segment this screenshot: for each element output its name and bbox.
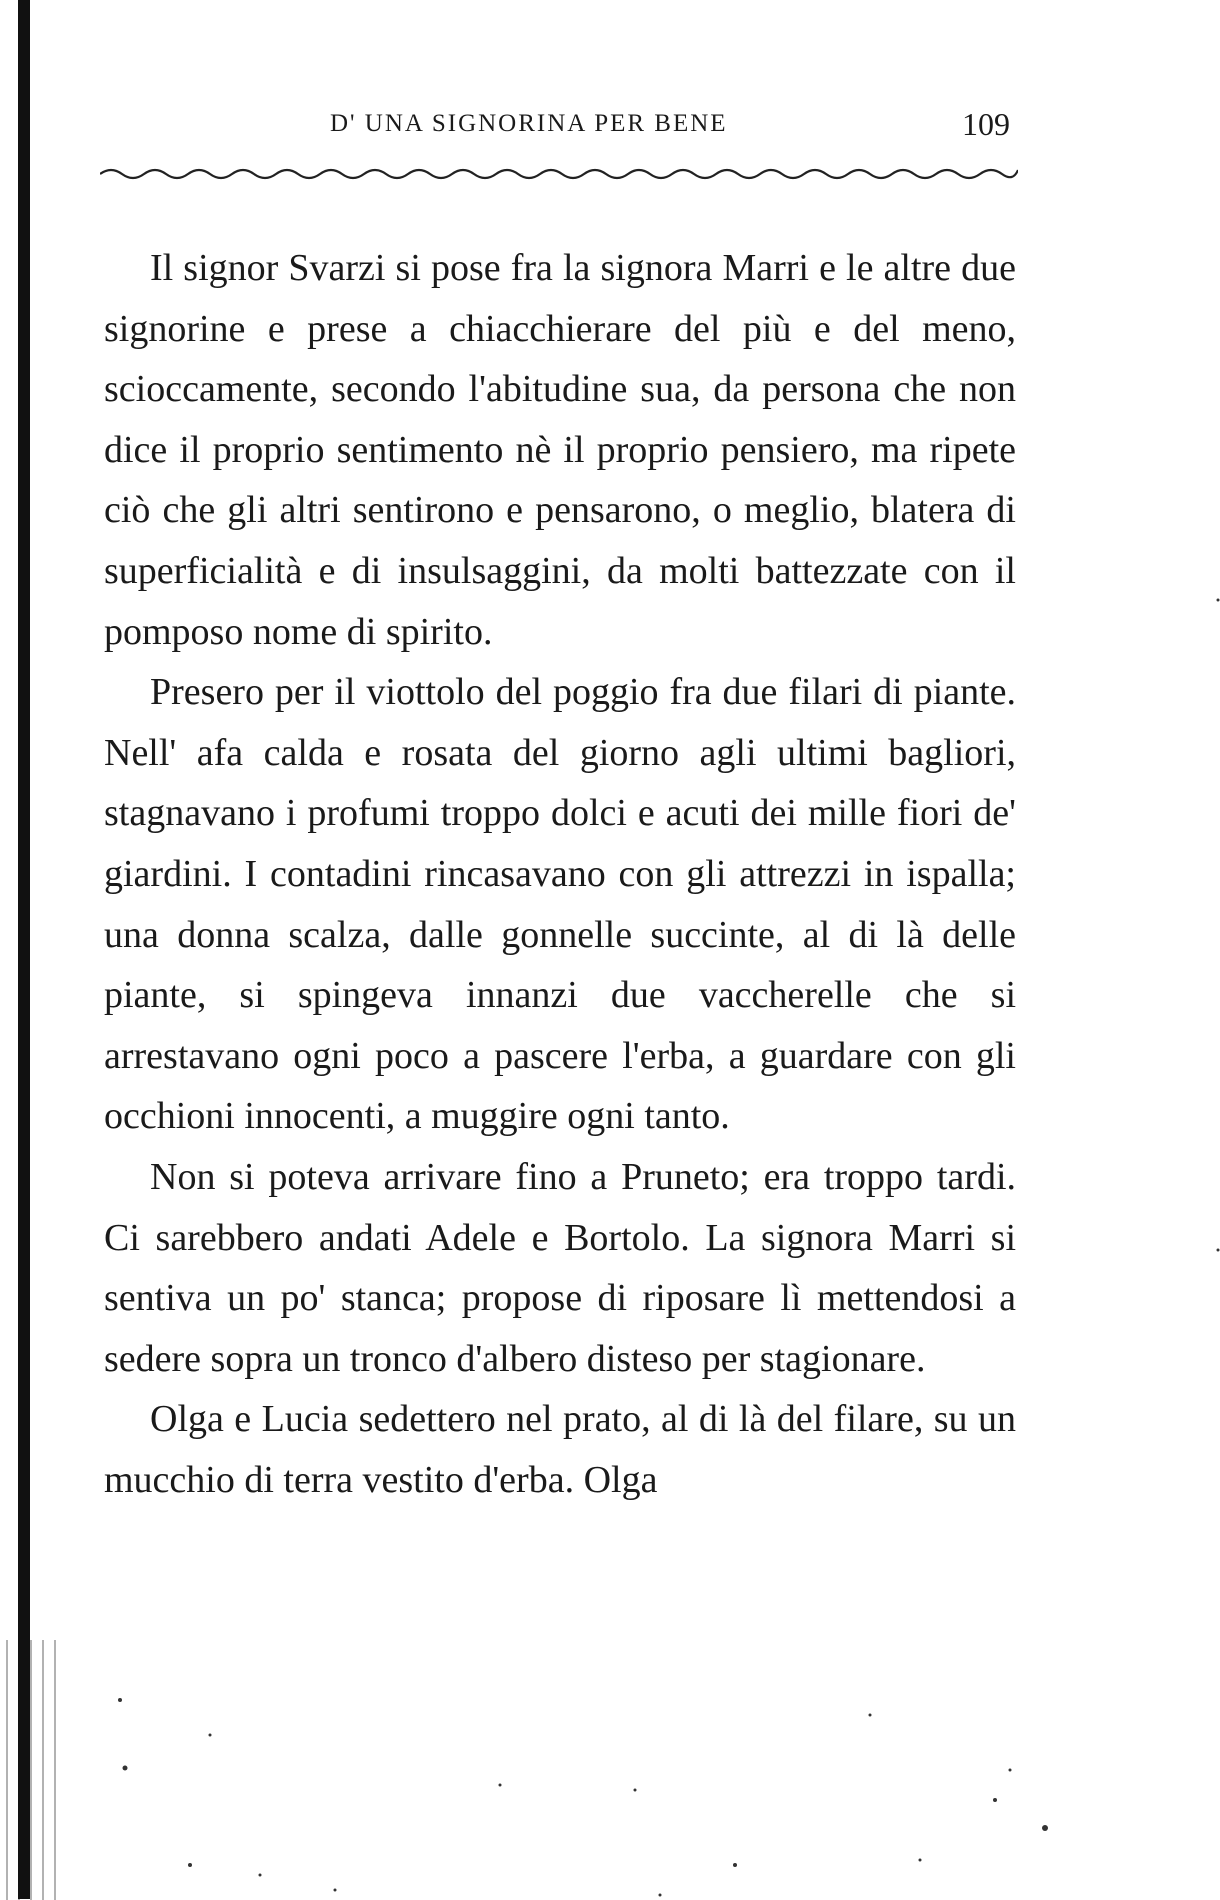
decorative-wavy-rule [100, 158, 1018, 188]
binding-edge-damage [0, 1640, 60, 1900]
paragraph-1: Il signor Svarzi si pose fra la signora Marri e le altre due signorine e prese a chiacchierare del più e del meno, scioccamente, secondo l'abitudine sua, da persona che non dice il proprio sentimento nè il proprio pensiero, ma ripete ciò che gli altri sentirono e pensarono, o meglio, blatera di superficialità e di insulsaggini, da molti battezzate con il pomposo nome di spirito. [104, 247, 1016, 653]
page-number: 109 [962, 106, 1010, 142]
body-text [104, 238, 1016, 1510]
binding-edge [18, 0, 30, 1899]
paragraph-3: Non si poteva arrivare fino a Pruneto; era troppo tardi. Ci sarebbero andati Adele e Bortolo. La signora Marri si sentiva un po' stanca; propose di riposare lì mettendosi a sedere sopra un tronco d'albero disteso per stagionare. [104, 1155, 1016, 1380]
page-header [330, 106, 1010, 150]
paragraph-4: Olga e Lucia sedettero nel prato, al di là del filare, su un mucchio di terra vestito d'erba. Olga [104, 1398, 1016, 1501]
running-title: D' UNA SIGNORINA PER BENE [330, 110, 728, 137]
paragraph-2: Presero per il viottolo del poggio fra due filari di piante. Nell' afa calda e rosata del giorno agli ultimi bagliori, stagnavano i profumi troppo dolci e acuti dei mille fiori de' giardini. I contadini rincasavano con gli attrezzi in ispalla; una donna scalza, dalle gonnelle succinte, al di là delle piante, si spingeva innanzi due vaccherelle che si arrestavano ogni poco a pascere l'erba, a guardare con gli occhioni innocenti, a muggire ogni tanto. [104, 671, 1016, 1138]
